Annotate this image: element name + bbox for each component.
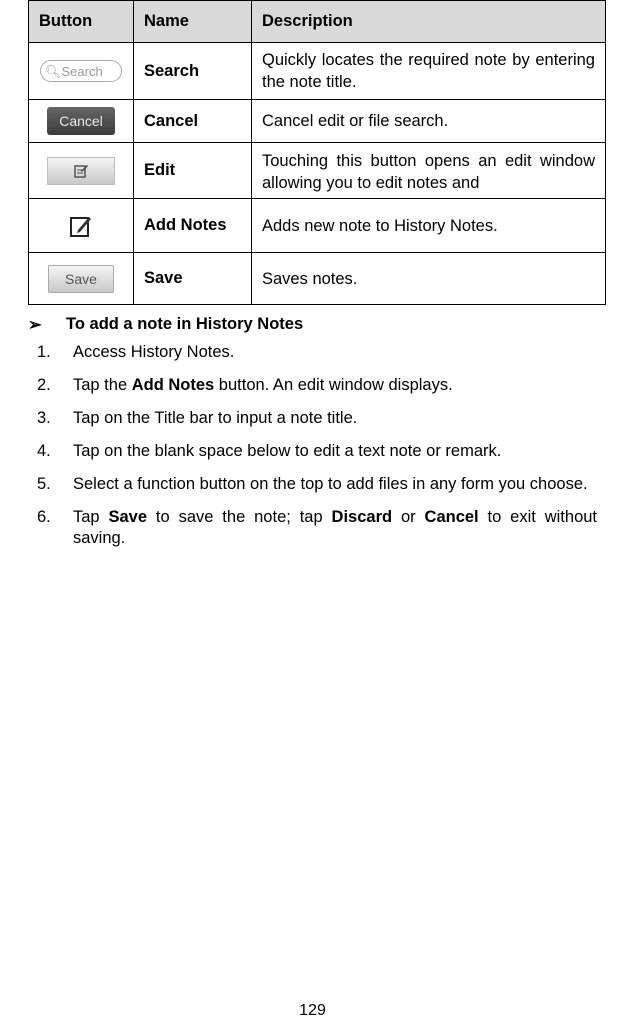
arrow-bullet-icon: ➢ xyxy=(28,316,42,334)
save-button-image: Save xyxy=(48,265,114,293)
step-item xyxy=(0,507,625,549)
step-text: to exit without saving. xyxy=(73,508,598,547)
step-text: Tap the xyxy=(73,376,132,394)
row-name: Edit xyxy=(134,143,252,199)
row-description: Quickly locates the required note by entering the note title. xyxy=(252,43,606,100)
step-emphasis: Save xyxy=(108,508,148,526)
edit-icon xyxy=(73,163,89,179)
step-emphasis: Discard xyxy=(331,508,393,526)
row-description: Touching this button opens an edit window allowing you to edit notes and xyxy=(262,151,595,192)
step-item xyxy=(0,342,625,363)
header-button: Button xyxy=(29,1,134,43)
header-name: Name xyxy=(134,1,252,43)
step-text: Tap xyxy=(73,508,109,526)
row-name: Add Notes xyxy=(134,199,252,253)
row-description: Saves notes. xyxy=(252,253,606,305)
step-number: 3. xyxy=(37,409,51,427)
step-text: Access History Notes. xyxy=(73,343,235,361)
step-number: 5. xyxy=(37,475,51,493)
steps-list xyxy=(0,342,625,561)
row-name: Save xyxy=(134,253,252,305)
step-emphasis: Add Notes xyxy=(131,376,215,394)
table-row xyxy=(29,253,606,305)
edit-button-image xyxy=(47,157,115,185)
row-name: Search xyxy=(134,43,252,100)
step-number: 6. xyxy=(37,508,51,526)
row-name: Cancel xyxy=(134,100,252,143)
page-number: 129 xyxy=(299,1002,326,1019)
step-text: Tap on the blank space below to edit a text note or remark. xyxy=(73,442,502,460)
step-text: button. An edit window displays. xyxy=(214,376,453,394)
document-page: Button Name Description 🔍︎Search Search Quickly locates the required note by entering the note title. Cancel Cancel Cancel edit or file search. Edit Touching this button opens an edit window allowing you to edit notes and Add Notes Adds new note to History Notes. Save Save Saves notes. ➢ To add a note in History Notes 1. Access History Notes. 2. Tap the Add Notes button. An edit window displays. 3. Tap on the Title bar to input a note title. 4. Tap on the blank space below to edit a text note or remark. 5. Select a function button on the top to add files in any form you choose. 6. Tap Save to save the note; tap Discard or Cancel to exit without saving. 129 xyxy=(0,0,625,1019)
button-table xyxy=(28,0,606,305)
search-icon: 🔍︎ xyxy=(45,64,62,79)
step-text: to save the note; tap xyxy=(147,508,332,526)
step-item xyxy=(0,408,625,429)
step-number: 4. xyxy=(37,442,51,460)
step-item xyxy=(0,474,625,495)
step-text: or xyxy=(392,508,425,526)
step-item xyxy=(0,375,625,396)
add-notes-icon xyxy=(68,213,94,239)
step-number: 2. xyxy=(37,376,51,394)
row-description: Adds new note to History Notes. xyxy=(252,199,606,253)
table-header xyxy=(29,1,606,43)
step-emphasis: Cancel xyxy=(424,508,479,526)
step-item xyxy=(0,441,625,462)
step-number: 1. xyxy=(37,343,51,361)
table-row xyxy=(29,100,606,143)
table-row xyxy=(29,43,606,100)
step-text: Select a function button on the top to add files in any form you choose. xyxy=(73,475,588,493)
table-row xyxy=(29,199,606,253)
cancel-button-image: Cancel xyxy=(47,107,115,135)
header-description: Description xyxy=(252,1,606,43)
table-row xyxy=(29,143,606,199)
search-button-image: 🔍︎Search xyxy=(40,60,122,82)
step-text: Tap on the Title bar to input a note title. xyxy=(73,409,358,427)
row-description: Cancel edit or file search. xyxy=(252,100,606,143)
